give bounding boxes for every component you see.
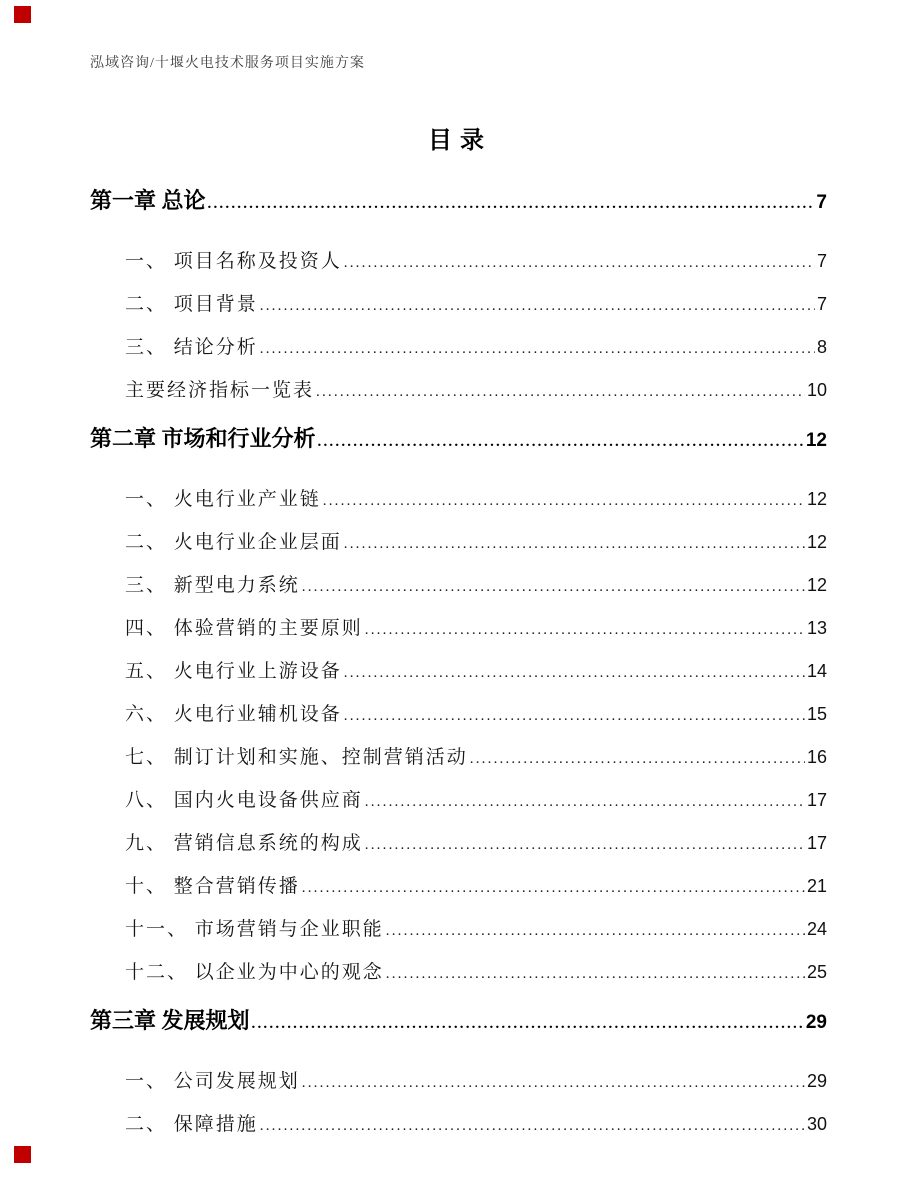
toc-item-row[interactable] xyxy=(90,919,827,941)
toc-item-row[interactable] xyxy=(90,1114,827,1136)
page-number: 17 xyxy=(806,833,827,853)
dot-leader xyxy=(365,620,805,640)
red-square-marker-top-icon xyxy=(14,6,31,23)
page-number: 7 xyxy=(816,192,827,213)
dot-leader xyxy=(252,1011,804,1037)
page-number: 12 xyxy=(806,489,827,509)
red-square-marker-bottom-icon xyxy=(14,1146,31,1163)
page-number: 30 xyxy=(806,1114,827,1134)
dot-leader xyxy=(208,191,815,217)
toc-item-label: 四、 体验营销的主要原则 xyxy=(125,618,363,639)
toc-item-label: 二、 项目背景 xyxy=(125,294,258,315)
toc-item-row[interactable] xyxy=(90,618,827,640)
page-number: 14 xyxy=(806,661,827,681)
toc-item-row[interactable] xyxy=(90,575,827,597)
toc-item-row[interactable] xyxy=(90,251,827,273)
page-number: 17 xyxy=(806,790,827,810)
toc-item-row[interactable] xyxy=(90,704,827,726)
page-number: 25 xyxy=(806,962,827,982)
toc-item-label: 九、 营销信息系统的构成 xyxy=(125,833,363,854)
toc-chapter-label: 第二章 市场和行业分析 xyxy=(90,426,316,451)
toc-item-label: 八、 国内火电设备供应商 xyxy=(125,790,363,811)
page-number: 29 xyxy=(805,1012,827,1033)
toc-item-row[interactable] xyxy=(90,489,827,511)
toc-item-row[interactable] xyxy=(90,532,827,554)
toc-item-row[interactable] xyxy=(90,790,827,812)
toc-item-label: 一、 项目名称及投资人 xyxy=(125,251,342,272)
page-number: 15 xyxy=(806,704,827,724)
toc-item-label: 十一、 市场营销与企业职能 xyxy=(125,919,384,940)
toc-item-row[interactable] xyxy=(90,747,827,769)
toc-chapter-row[interactable] xyxy=(90,1008,827,1037)
page-number: 10 xyxy=(806,380,827,400)
table-of-contents xyxy=(90,188,827,1157)
page-number: 12 xyxy=(806,532,827,552)
toc-chapter-row[interactable] xyxy=(90,188,827,217)
dot-leader xyxy=(260,339,815,359)
toc-item-label: 一、 公司发展规划 xyxy=(125,1071,300,1092)
toc-item-label: 十二、 以企业为中心的观念 xyxy=(125,962,384,983)
toc-item-label: 三、 新型电力系统 xyxy=(125,575,300,596)
dot-leader xyxy=(470,749,805,769)
page-number: 21 xyxy=(806,876,827,896)
dot-leader xyxy=(365,835,805,855)
toc-chapter-row[interactable] xyxy=(90,426,827,455)
page-number: 16 xyxy=(806,747,827,767)
dot-leader xyxy=(260,296,815,316)
toc-item-row[interactable] xyxy=(90,1071,827,1093)
toc-item-row[interactable] xyxy=(90,294,827,316)
page-number: 29 xyxy=(806,1071,827,1091)
page-title: 目录 xyxy=(428,128,492,154)
page-number: 8 xyxy=(816,337,827,357)
toc-item-row[interactable] xyxy=(90,962,827,984)
dot-leader xyxy=(386,964,805,984)
toc-item-row[interactable] xyxy=(90,833,827,855)
page-number: 12 xyxy=(805,430,827,451)
toc-item-label: 主要经济指标一览表 xyxy=(125,380,315,401)
toc-item-label: 三、 结论分析 xyxy=(125,337,258,358)
dot-leader xyxy=(344,663,805,683)
toc-item-row[interactable] xyxy=(90,661,827,683)
toc-chapter-label: 第一章 总论 xyxy=(90,188,206,213)
dot-leader xyxy=(260,1116,805,1136)
toc-item-label: 十、 整合营销传播 xyxy=(125,876,300,897)
dot-leader xyxy=(302,878,805,898)
toc-item-label: 一、 火电行业产业链 xyxy=(125,489,321,510)
dot-leader xyxy=(386,921,805,941)
toc-chapter-label: 第三章 发展规划 xyxy=(90,1008,250,1033)
dot-leader xyxy=(318,429,804,455)
dot-leader xyxy=(344,706,805,726)
page-number: 7 xyxy=(816,294,827,314)
page-number: 12 xyxy=(806,575,827,595)
toc-item-label: 六、 火电行业辅机设备 xyxy=(125,704,342,725)
dot-leader xyxy=(344,253,815,273)
page-number: 7 xyxy=(816,251,827,271)
toc-item-row[interactable] xyxy=(90,380,827,402)
toc-item-label: 七、 制订计划和实施、控制营销活动 xyxy=(125,747,468,768)
dot-leader xyxy=(302,1073,805,1093)
dot-leader xyxy=(323,491,805,511)
dot-leader xyxy=(344,534,805,554)
dot-leader xyxy=(365,792,805,812)
toc-item-row[interactable] xyxy=(90,337,827,359)
toc-item-label: 二、 火电行业企业层面 xyxy=(125,532,342,553)
document-header: 泓域咨询/十堰火电技术服务项目实施方案 xyxy=(90,56,365,71)
toc-item-label: 二、 保障措施 xyxy=(125,1114,258,1135)
page-number: 24 xyxy=(806,919,827,939)
toc-item-label: 五、 火电行业上游设备 xyxy=(125,661,342,682)
toc-item-row[interactable] xyxy=(90,876,827,898)
page-number: 13 xyxy=(806,618,827,638)
dot-leader xyxy=(316,382,805,402)
dot-leader xyxy=(302,577,805,597)
